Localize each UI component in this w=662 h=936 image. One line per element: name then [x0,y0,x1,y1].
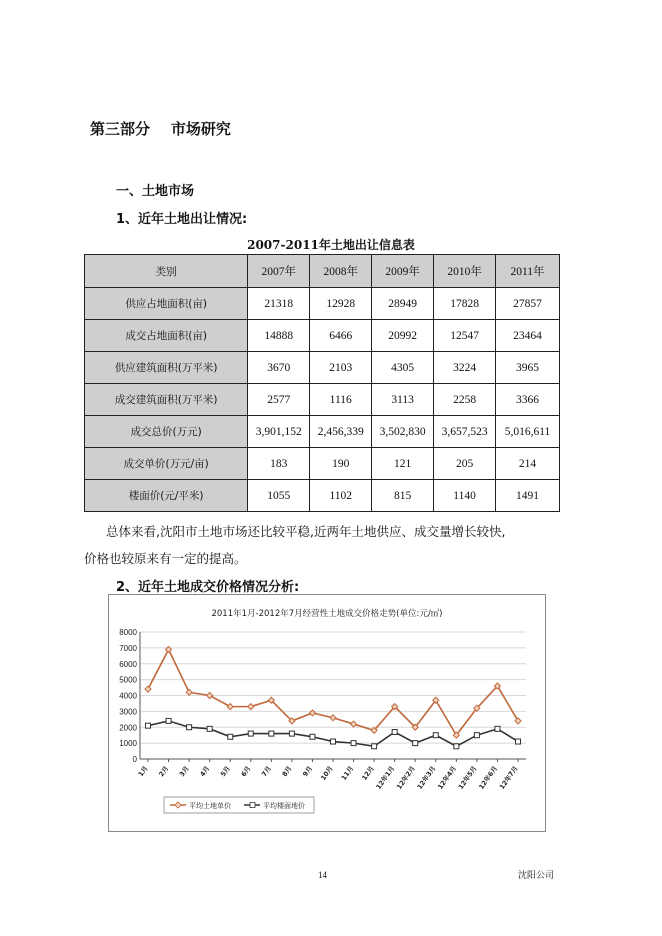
y-tick-label: 5000 [119,675,137,685]
data-point [433,733,438,738]
data-point [392,730,397,735]
y-tick-label: 4000 [119,691,137,701]
header-year: 2011年 [496,255,560,288]
table-cell: 12547 [434,320,496,352]
table-row [85,480,560,512]
table-cell: 1140 [434,480,496,512]
table-cell: 23464 [496,320,560,352]
row-label: 供应建筑面积(万平米) [85,352,248,384]
land-transfer-table [84,254,560,512]
table-cell: 3,901,152 [248,416,310,448]
x-tick-label: 9月 [301,764,315,779]
table-cell: 3670 [248,352,310,384]
page-number: 14 [318,870,327,880]
header-year: 2008年 [310,255,372,288]
data-point [187,725,192,730]
table-title: 2007-2011年土地出让信息表 [247,238,415,252]
table-cell: 183 [248,448,310,480]
table-cell: 2,456,339 [310,416,372,448]
table-row [85,352,560,384]
data-point [207,726,212,731]
table-header-row [85,255,560,288]
row-label: 楼面价(元/平米) [85,480,248,512]
legend-label: 平均楼面地价 [263,802,305,810]
table-cell: 2103 [310,352,372,384]
table-cell: 205 [434,448,496,480]
x-tick-label: 12年3月 [415,764,438,791]
table-cell: 815 [372,480,434,512]
y-tick-label: 1000 [119,739,137,749]
table-cell: 190 [310,448,372,480]
subsection-heading-price-analysis: 2、近年土地成交价格情况分析: [116,580,300,595]
header-year: 2009年 [372,255,434,288]
table-cell: 5,016,611 [496,416,560,448]
data-point [228,734,233,739]
row-label: 成交单价(万元/亩) [85,448,248,480]
section-heading-land-market: 一、土地市场 [116,184,195,199]
table-row [85,288,560,320]
legend-marker [250,803,255,808]
x-tick-label: 6月 [239,764,253,779]
part-title: 第三部分 市场研究 [90,120,231,138]
table-cell: 1116 [310,384,372,416]
table-cell: 6466 [310,320,372,352]
table-cell: 1491 [496,480,560,512]
x-tick-label: 12年7月 [497,764,520,791]
subsection-heading-land-transfer: 1、近年土地出让情况: [116,212,248,227]
data-point [454,744,459,749]
x-tick-label: 7月 [260,764,273,779]
row-label: 成交占地面积(亩) [85,320,248,352]
table-cell: 3,502,830 [372,416,434,448]
table-row [85,416,560,448]
table-row [85,448,560,480]
x-tick-label: 11月 [339,764,356,782]
data-point [474,733,479,738]
table-cell: 121 [372,448,434,480]
table-cell: 3965 [496,352,560,384]
x-tick-label: 1月 [136,764,150,779]
footer-company: 沈阳公司 [518,871,555,881]
table-cell: 20992 [372,320,434,352]
x-tick-label: 12年1月 [374,764,397,791]
summary-line-2: 价格也较原来有一定的提高。 [84,551,247,566]
data-point [310,734,315,739]
x-tick-label: 12年4月 [436,764,458,791]
table-cell: 3224 [434,352,496,384]
price-trend-chart [108,594,546,832]
x-tick-label: 12年5月 [456,764,479,791]
x-tick-label: 8月 [280,764,294,779]
y-tick-label: 3000 [119,707,137,717]
table-cell: 3,657,523 [434,416,496,448]
header-year: 2007年 [248,255,310,288]
header-category: 类别 [85,255,248,288]
table-cell: 214 [496,448,560,480]
table-cell: 27857 [496,288,560,320]
data-point [289,731,294,736]
data-point [372,744,377,749]
legend-label: 平均土地单价 [189,802,231,810]
row-label: 成交建筑面积(万平米) [85,384,248,416]
data-point [248,731,253,736]
table-cell: 14888 [248,320,310,352]
row-label: 供应占地面积(亩) [85,288,248,320]
table-cell: 17828 [434,288,496,320]
table-row [85,320,560,352]
y-tick-label: 8000 [119,628,137,637]
x-tick-label: 2月 [157,764,171,779]
table-cell: 1102 [310,480,372,512]
row-label: 成交总价(万元) [85,416,248,448]
x-tick-label: 3月 [177,764,191,779]
table-cell: 2577 [248,384,310,416]
table-cell: 12928 [310,288,372,320]
x-tick-label: 10月 [319,764,335,782]
header-year: 2010年 [434,255,496,288]
summary-line-1: 总体来看,沈阳市土地市场还比较平稳,近两年土地供应、成交量增长较快, [106,524,506,539]
x-tick-label: 4月 [198,764,212,779]
table-cell: 1055 [248,480,310,512]
x-tick-label: 12年6月 [477,764,500,791]
summary-paragraph [84,518,560,572]
y-tick-label: 6000 [119,659,137,669]
table-cell: 3366 [496,384,560,416]
y-tick-label: 0 [132,755,137,764]
chart-title: 2011年1月-2012年7月经营性土地成交价格走势(单位:元/㎡) [211,609,443,619]
table-cell: 21318 [248,288,310,320]
table-row [85,384,560,416]
data-point [516,739,521,744]
data-point [146,723,151,728]
table-cell: 4305 [372,352,434,384]
data-point [495,726,500,731]
data-point [166,718,171,723]
y-tick-label: 7000 [119,643,137,653]
chart-frame [109,595,546,832]
data-point [331,739,336,744]
chart-svg [108,594,546,832]
table-cell: 2258 [434,384,496,416]
table-cell: 3113 [372,384,434,416]
y-tick-label: 2000 [119,723,137,733]
x-tick-label: 12年2月 [395,764,417,791]
table-cell: 28949 [372,288,434,320]
data-point [413,741,418,746]
data-point [269,731,274,736]
x-tick-label: 5月 [218,764,232,779]
x-tick-label: 12月 [360,764,376,782]
data-point [351,741,356,746]
